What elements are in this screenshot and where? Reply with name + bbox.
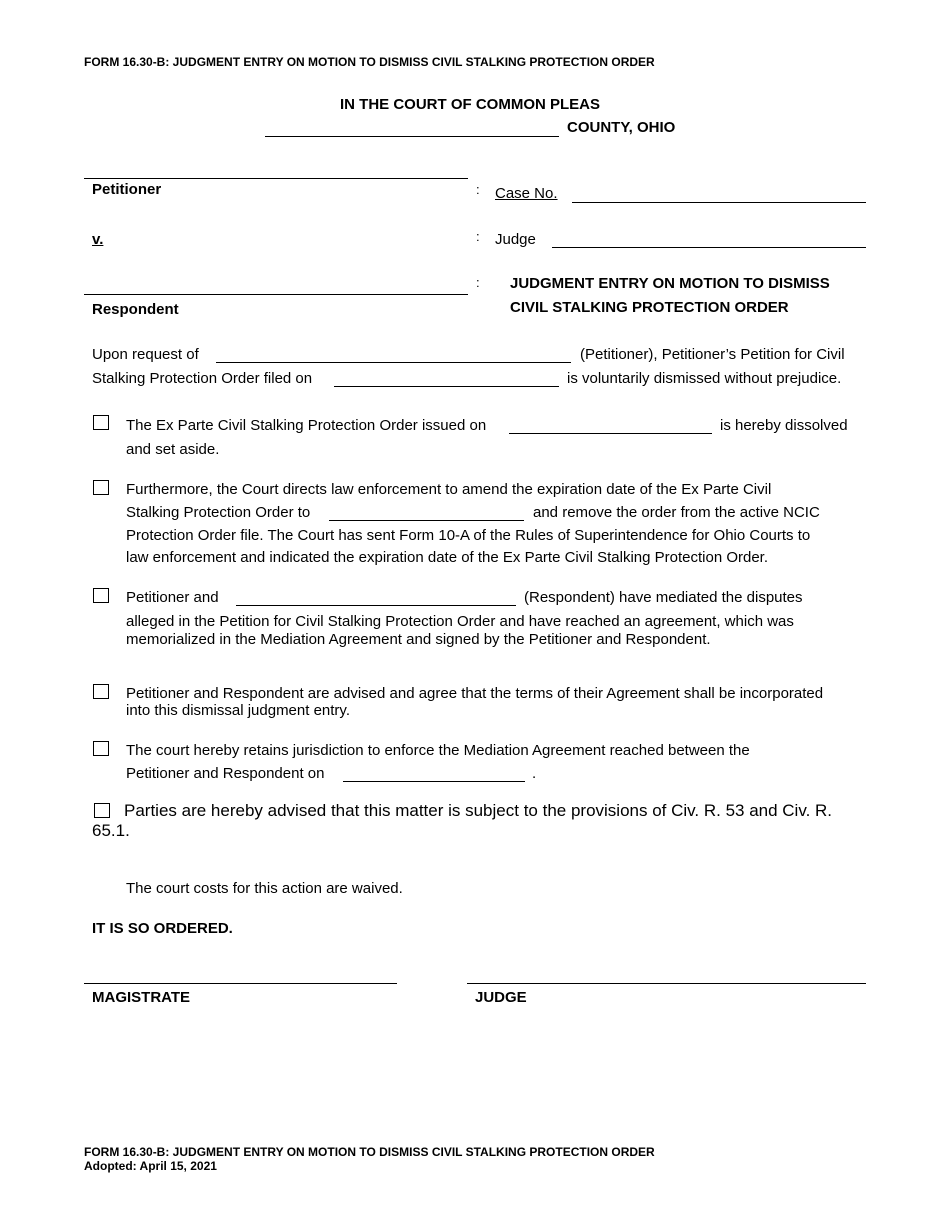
county-name-field[interactable]	[265, 136, 559, 137]
request-text: Upon request of	[92, 346, 199, 363]
judge-signature-line[interactable]	[467, 983, 866, 984]
item-text: Furthermore, the Court directs law enforcement to amend the expiration date of the Ex Parte Civil	[126, 481, 772, 498]
case-no-label: Case No.	[495, 185, 558, 202]
retain-jurisdiction-checkbox[interactable]	[93, 741, 109, 756]
item-text: and remove the order from the active NCIC	[533, 504, 820, 521]
amend-expiration-checkbox[interactable]	[93, 480, 109, 495]
petitioner-request-field[interactable]	[216, 362, 571, 363]
caption-separator: :	[476, 229, 480, 244]
judge-name-field[interactable]	[552, 247, 866, 248]
item-text: (Respondent) have mediated the disputes	[524, 589, 803, 606]
item-text: is hereby dissolved	[720, 417, 848, 434]
item-text: and set aside.	[126, 441, 220, 458]
request-text: (Petitioner), Petitioner’s Petition for Civil	[580, 346, 845, 363]
mediation-checkbox[interactable]	[93, 588, 109, 603]
respondent-name-field[interactable]	[84, 294, 468, 295]
item-text: Petitioner and	[126, 589, 219, 606]
request-text: is voluntarily dismissed without prejudice.	[567, 370, 842, 387]
expiration-date-field[interactable]	[329, 520, 524, 521]
item-text: alleged in the Petition for Civil Stalking Protection Order and have reached an agreement, which was	[126, 613, 794, 630]
item-text: law enforcement and indicated the expiration date of the Ex Parte Civil Stalking Protection Order.	[126, 549, 769, 566]
item-text: Petitioner and Respondent on	[126, 765, 325, 782]
footer-form-title: FORM 16.30-B: JUDGMENT ENTRY ON MOTION TO DISMISS CIVIL STALKING PROTECTION ORDER	[84, 1145, 655, 1159]
item-text: memorialized in the Mediation Agreement and signed by the Petitioner and Respondent.	[126, 631, 711, 648]
agreement-date-field[interactable]	[343, 781, 525, 782]
caption-separator: :	[476, 275, 480, 290]
respondent-mediation-field[interactable]	[236, 605, 516, 606]
dissolve-order-checkbox[interactable]	[93, 415, 109, 430]
form-title: FORM 16.30-B: JUDGMENT ENTRY ON MOTION TO DISMISS CIVIL STALKING PROTECTION ORDER	[84, 55, 655, 69]
petitioner-name-field[interactable]	[84, 178, 468, 179]
county-label: COUNTY, OHIO	[567, 119, 676, 136]
caption-separator: :	[476, 182, 480, 197]
magistrate-signature-line[interactable]	[84, 983, 397, 984]
respondent-label: Respondent	[92, 301, 179, 318]
request-text: Stalking Protection Order filed on	[92, 370, 313, 387]
costs-statement: The court costs for this action are waived.	[126, 880, 403, 897]
petition-filed-date-field[interactable]	[334, 386, 559, 387]
item-text: Stalking Protection Order to	[126, 504, 311, 521]
item-text: Protection Order file. The Court has sent Form 10-A of the Rules of Superintendence for Ohio Courts to	[126, 527, 811, 544]
court-name: IN THE COURT OF COMMON PLEAS	[340, 96, 600, 113]
petitioner-label: Petitioner	[92, 181, 162, 198]
entry-title-line1: JUDGMENT ENTRY ON MOTION TO DISMISS	[510, 275, 830, 292]
item-text: The Ex Parte Civil Stalking Protection Order issued on	[126, 417, 487, 434]
item-text: 65.1.	[92, 821, 130, 840]
case-no-field[interactable]	[572, 202, 866, 203]
order-issued-date-field[interactable]	[509, 433, 712, 434]
incorporate-agreement-checkbox[interactable]	[93, 684, 109, 699]
so-ordered: IT IS SO ORDERED.	[92, 920, 233, 937]
judge-label: Judge	[495, 231, 536, 248]
item-text: into this dismissal judgment entry.	[126, 702, 350, 719]
versus-label: v.	[92, 231, 104, 248]
footer-adopted-date: Adopted: April 15, 2021	[84, 1159, 217, 1173]
item-text: .	[532, 765, 537, 782]
entry-title-line2: CIVIL STALKING PROTECTION ORDER	[510, 299, 789, 316]
civ-rule-checkbox[interactable]	[94, 803, 110, 818]
item-text: The court hereby retains jurisdiction to enforce the Mediation Agreement reached between the	[126, 742, 750, 759]
judge-signature-label: JUDGE	[475, 989, 527, 1006]
magistrate-label: MAGISTRATE	[92, 989, 191, 1006]
item-text: Parties are hereby advised that this matter is subject to the provisions of Civ. R. 53 and Civ. R.	[124, 801, 833, 820]
item-text: Petitioner and Respondent are advised and agree that the terms of their Agreement shall be incorporated	[126, 685, 824, 702]
